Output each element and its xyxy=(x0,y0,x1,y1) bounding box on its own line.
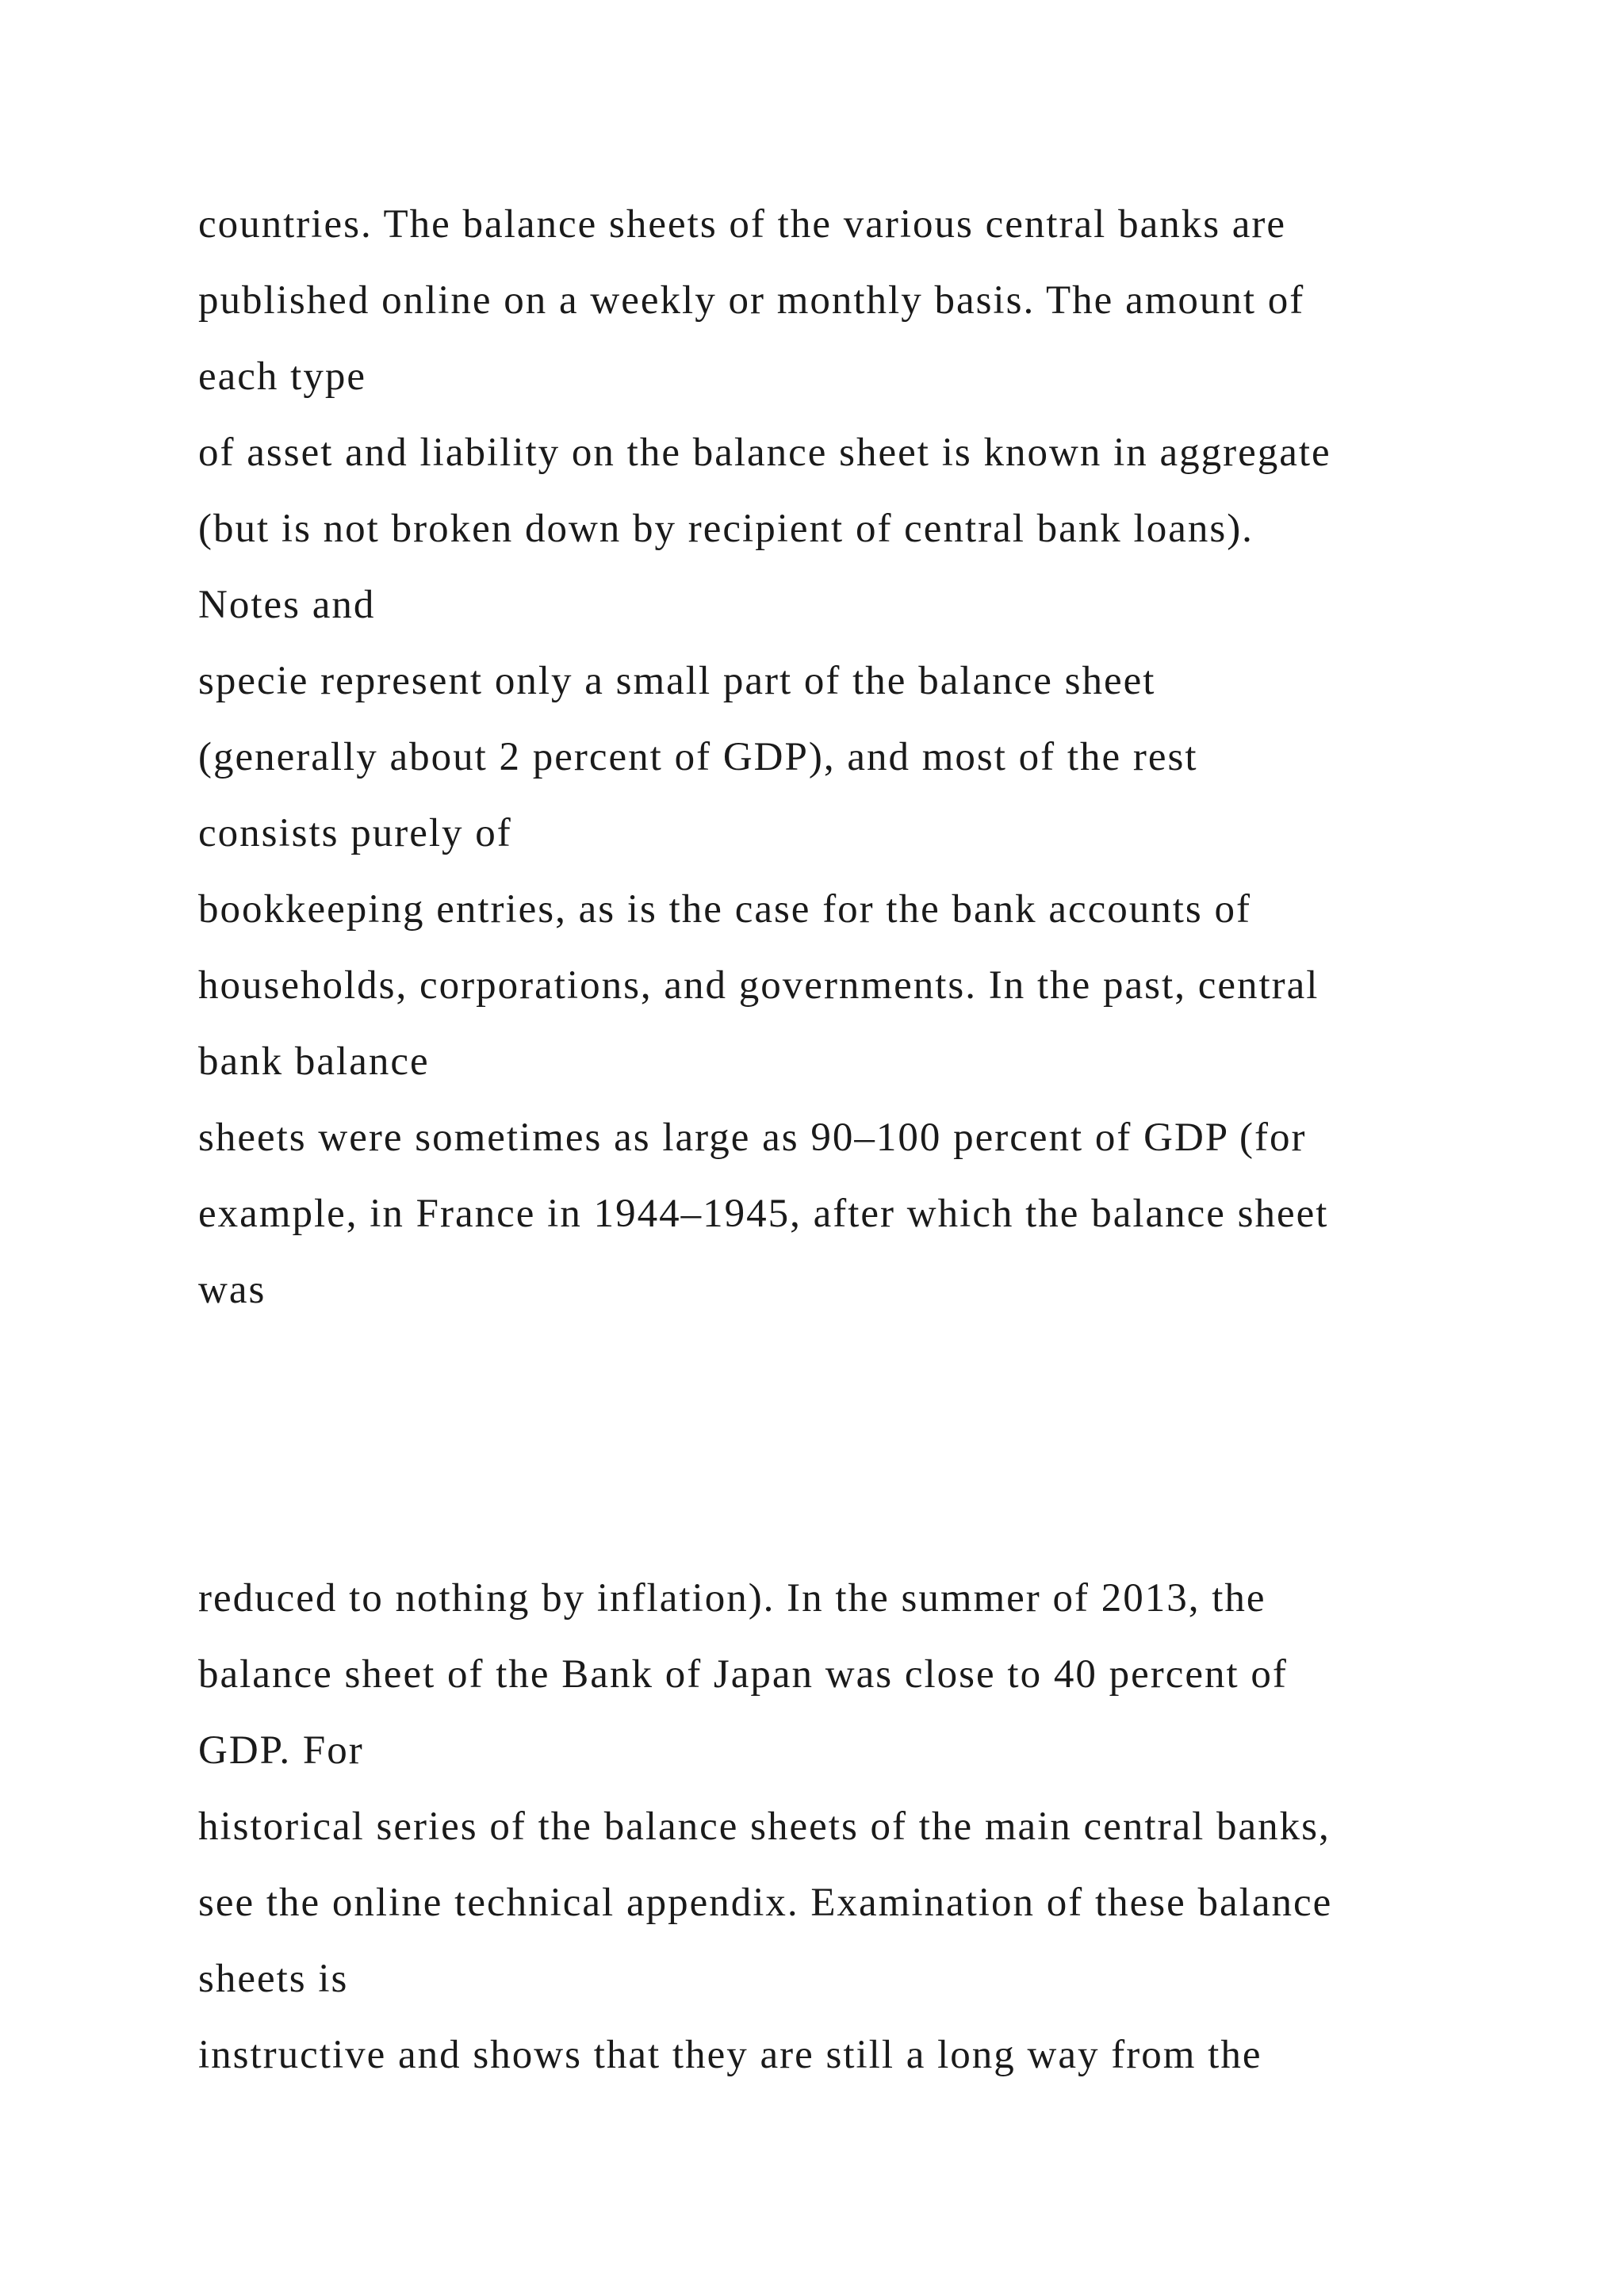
text-line: sheets is xyxy=(198,1957,349,2001)
text-block-1 xyxy=(198,186,1594,1328)
text-line: each type xyxy=(198,354,366,399)
text-line: bookkeeping entries, as is the case for the bank accounts of xyxy=(198,887,1252,932)
text-line: consists purely of xyxy=(198,811,512,855)
text-line: households, corporations, and governments. In the past, central xyxy=(198,963,1320,1008)
text-line: example, in France in 1944–1945, after which the balance sheet xyxy=(198,1192,1329,1236)
text-line: instructive and shows that they are still a long way from the xyxy=(198,2033,1262,2077)
text-line: specie represent only a small part of the balance sheet xyxy=(198,659,1156,703)
text-line: countries. The balance sheets of the various central banks are xyxy=(198,202,1287,247)
text-line: balance sheet of the Bank of Japan was close to 40 percent of xyxy=(198,1652,1288,1697)
text-line: see the online technical appendix. Examination of these balance xyxy=(198,1881,1333,1925)
text-block-2 xyxy=(198,1560,1594,2093)
text-line: bank balance xyxy=(198,1039,430,1084)
text-line: (but is not broken down by recipient of central bank loans). xyxy=(198,507,1254,551)
text-line: reduced to nothing by inflation). In the summer of 2013, the xyxy=(198,1576,1266,1621)
text-line: was xyxy=(198,1268,266,1312)
text-line: (generally about 2 percent of GDP), and most of the rest xyxy=(198,735,1198,779)
text-line: sheets were sometimes as large as 90–100 percent of GDP (for xyxy=(198,1115,1307,1160)
text-line: of asset and liability on the balance sheet is known in aggregate xyxy=(198,430,1331,475)
text-line: published online on a weekly or monthly basis. The amount of xyxy=(198,278,1305,323)
text-line: historical series of the balance sheets of the main central banks, xyxy=(198,1804,1331,1849)
text-line: Notes and xyxy=(198,583,376,627)
text-line: GDP. For xyxy=(198,1728,364,1773)
